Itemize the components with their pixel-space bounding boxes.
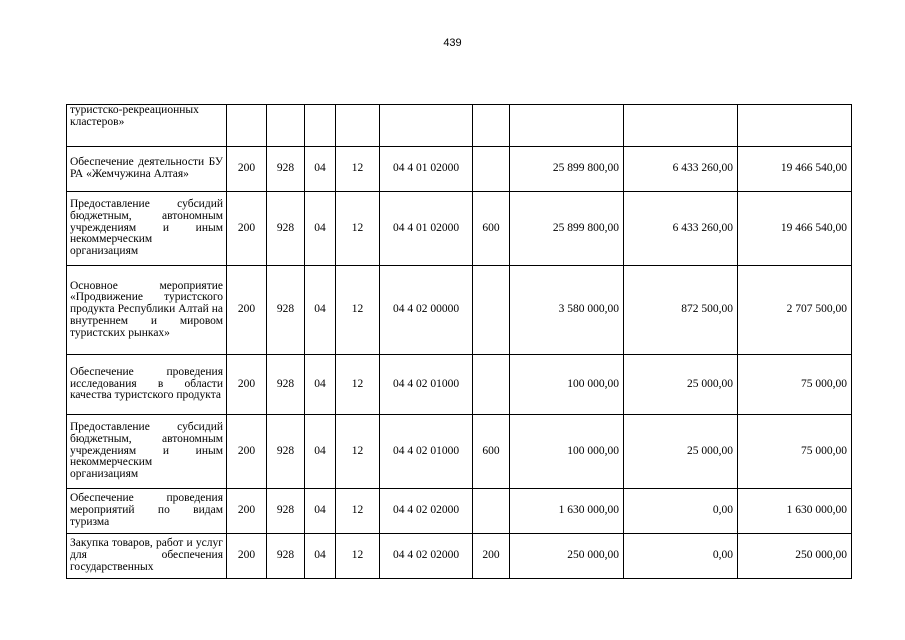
cell-admin-code: 200 [227, 534, 267, 579]
cell-amount-total: 100 000,00 [510, 415, 624, 489]
row-name: Закупка товаров, работ и услуг для обеспечения государственных [67, 534, 227, 579]
cell-amount-2: 25 000,00 [624, 415, 738, 489]
cell-expense-type [473, 105, 510, 147]
cell-ministry-code: 928 [267, 192, 305, 266]
table-row [67, 266, 852, 355]
table-row [67, 415, 852, 489]
cell-admin-code: 200 [227, 489, 267, 534]
cell-amount-3: 1 630 000,00 [738, 489, 852, 534]
cell-amount-total: 250 000,00 [510, 534, 624, 579]
row-name: Основное мероприятие «Продвижение туристского продукта Республики Алтай на внутреннем и мировом туристских рынках» [67, 266, 227, 355]
cell-amount-3: 75 000,00 [738, 355, 852, 415]
cell-amount-3: 19 466 540,00 [738, 147, 852, 192]
cell-expense-type: 600 [473, 415, 510, 489]
cell-amount-total: 100 000,00 [510, 355, 624, 415]
cell-section [305, 105, 336, 147]
cell-expense-type: 600 [473, 192, 510, 266]
cell-subsection [336, 105, 380, 147]
cell-expense-type [473, 266, 510, 355]
cell-amount-total: 3 580 000,00 [510, 266, 624, 355]
cell-admin-code: 200 [227, 147, 267, 192]
cell-amount-total: 1 630 000,00 [510, 489, 624, 534]
cell-ministry-code: 928 [267, 534, 305, 579]
cell-amount-2: 6 433 260,00 [624, 192, 738, 266]
cell-subsection: 12 [336, 266, 380, 355]
cell-admin-code [227, 105, 267, 147]
table-row [67, 355, 852, 415]
cell-section: 04 [305, 355, 336, 415]
cell-amount-2: 0,00 [624, 534, 738, 579]
cell-amount-total [510, 105, 624, 147]
cell-ministry-code: 928 [267, 415, 305, 489]
cell-subsection: 12 [336, 147, 380, 192]
cell-amount-total: 25 899 800,00 [510, 192, 624, 266]
cell-target-article: 04 4 02 01000 [380, 415, 473, 489]
cell-section: 04 [305, 489, 336, 534]
row-name: Предоставление субсидий бюджетным, автономным учреждениям и иным некоммерческим организациям [67, 415, 227, 489]
row-name: Обеспечение проведения исследования в области качества туристского продукта [67, 355, 227, 415]
row-name: Предоставление субсидий бюджетным, автономным учреждениям и иным некоммерческим организациям [67, 192, 227, 266]
cell-section: 04 [305, 192, 336, 266]
cell-section: 04 [305, 147, 336, 192]
cell-target-article: 04 4 01 02000 [380, 192, 473, 266]
cell-section: 04 [305, 415, 336, 489]
cell-admin-code: 200 [227, 192, 267, 266]
cell-subsection: 12 [336, 489, 380, 534]
cell-amount-2 [624, 105, 738, 147]
row-name: Обеспечение деятельности БУ РА «Жемчужина Алтая» [67, 147, 227, 192]
page-number: 439 [443, 37, 462, 49]
cell-amount-3 [738, 105, 852, 147]
cell-amount-3: 75 000,00 [738, 415, 852, 489]
cell-amount-2: 6 433 260,00 [624, 147, 738, 192]
table-row [67, 489, 852, 534]
cell-admin-code: 200 [227, 355, 267, 415]
cell-ministry-code: 928 [267, 489, 305, 534]
cell-section: 04 [305, 266, 336, 355]
cell-subsection: 12 [336, 355, 380, 415]
cell-amount-3: 250 000,00 [738, 534, 852, 579]
cell-ministry-code [267, 105, 305, 147]
cell-amount-3: 19 466 540,00 [738, 192, 852, 266]
cell-section: 04 [305, 534, 336, 579]
table-row [67, 105, 852, 147]
table-row [67, 147, 852, 192]
cell-target-article: 04 4 02 00000 [380, 266, 473, 355]
cell-expense-type [473, 147, 510, 192]
table-row [67, 534, 852, 579]
cell-subsection: 12 [336, 192, 380, 266]
cell-admin-code: 200 [227, 266, 267, 355]
table-row [67, 192, 852, 266]
cell-amount-2: 25 000,00 [624, 355, 738, 415]
cell-ministry-code: 928 [267, 266, 305, 355]
cell-target-article: 04 4 02 01000 [380, 355, 473, 415]
cell-subsection: 12 [336, 534, 380, 579]
cell-amount-3: 2 707 500,00 [738, 266, 852, 355]
cell-amount-total: 25 899 800,00 [510, 147, 624, 192]
cell-expense-type: 200 [473, 534, 510, 579]
cell-amount-2: 872 500,00 [624, 266, 738, 355]
cell-subsection: 12 [336, 415, 380, 489]
cell-ministry-code: 928 [267, 147, 305, 192]
budget-table [66, 104, 852, 579]
cell-target-article: 04 4 01 02000 [380, 147, 473, 192]
cell-target-article: 04 4 02 02000 [380, 534, 473, 579]
cell-admin-code: 200 [227, 415, 267, 489]
row-name: Обеспечение проведения мероприятий по видам туризма [67, 489, 227, 534]
cell-expense-type [473, 489, 510, 534]
cell-amount-2: 0,00 [624, 489, 738, 534]
row-name: туристско-рекреационных кластеров» [67, 105, 227, 147]
cell-target-article [380, 105, 473, 147]
cell-target-article: 04 4 02 02000 [380, 489, 473, 534]
cell-expense-type [473, 355, 510, 415]
cell-ministry-code: 928 [267, 355, 305, 415]
